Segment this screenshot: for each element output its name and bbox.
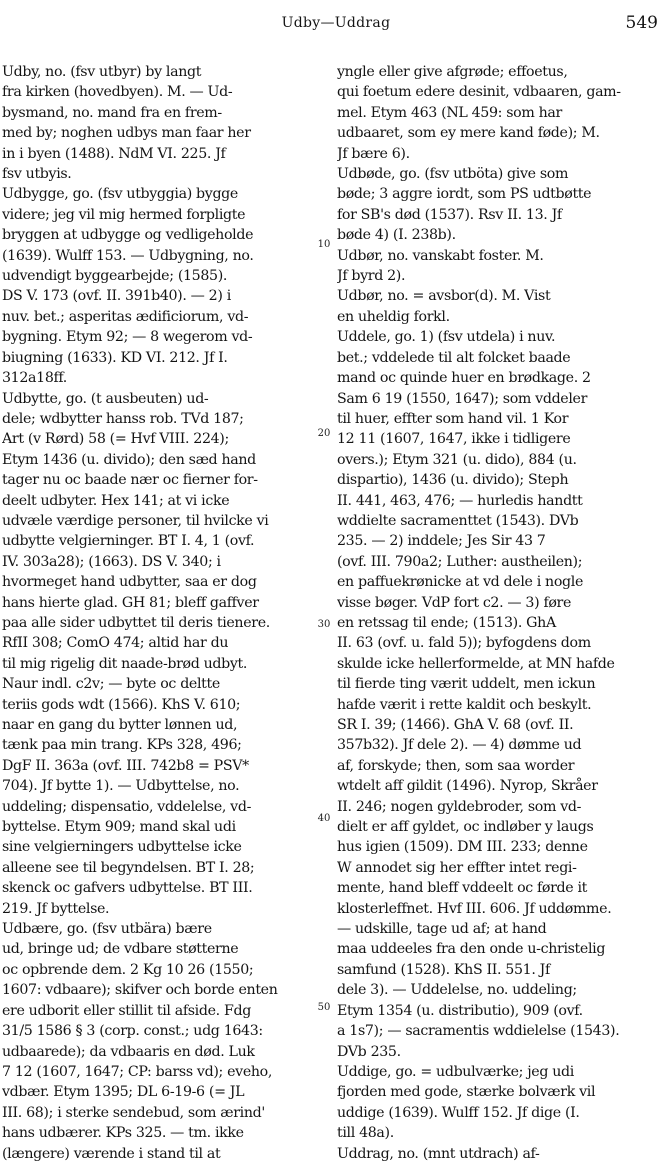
text-line: alleene see til begyndelsen. BT I. 28; <box>2 859 255 876</box>
text-line: udbaarede); da vdbaaris en død. Luk <box>2 1043 255 1060</box>
text-line: (1639). Wulff 153. — Udbygning, no. <box>2 247 254 264</box>
text-line: II. 441, 463, 476; — hurledis handtt <box>337 492 583 509</box>
text-line: dielt er aff gyldet, oc indløber y laugs <box>337 819 594 836</box>
line-number-marker: 50 <box>317 1002 331 1013</box>
line-number-marker: 30 <box>317 619 331 630</box>
text-line: deelt udbyter. Hex 141; at vi icke <box>2 492 230 509</box>
text-line: for SB's død (1537). Rsv II. 13. Jf <box>337 206 562 223</box>
text-line: vdbær. Etym 1395; DL 6-19-6 (= JL <box>2 1084 245 1101</box>
text-line: bøde 4) (I. 238b). <box>337 227 456 244</box>
text-line: skulde icke hellerformelde, at MN hafde <box>337 655 615 672</box>
text-line: biugning (1633). KD VI. 212. Jf I. <box>2 349 228 366</box>
text-line: mel. Etym 463 (NL 459: som har <box>337 104 562 121</box>
text-line: Etym 1354 (u. distributio), 909 (ovf. <box>337 1002 583 1019</box>
text-line: Udbør, no. = avsbor(d). M. Vist <box>337 288 551 305</box>
text-line: wddielte sacramenttet (1543). DVb <box>337 512 579 529</box>
text-line: mand oc quinde huer en brødkage. 2 <box>337 370 591 387</box>
text-line: 357b32). Jf dele 2). — 4) dømme ud <box>337 737 582 754</box>
text-line: Udbygge, go. (fsv utbyggia) bygge <box>2 186 238 203</box>
text-line: videre; jeg vil mig hermed forpligte <box>2 206 246 223</box>
text-line: 704). Jf bytte 1). — Udbyttelse, no. <box>2 778 240 795</box>
text-line: II. 246; nogen gyldebroder, som vd- <box>337 798 582 815</box>
text-line: 219. Jf byttelse. <box>2 900 110 917</box>
text-line: 312a18ff. <box>2 370 67 387</box>
page-header <box>0 0 672 40</box>
text-line: tager nu oc baade nær oc fierner for- <box>2 472 258 489</box>
text-line: Jf bære 6). <box>337 145 410 162</box>
text-line: udbytte velgierninger. BT I. 4, 1 (ovf. <box>2 533 255 550</box>
text-line: af, forskyde; then, som saa worder <box>337 757 575 774</box>
text-line: a 1s7); — sacramentis wddielelse (1543). <box>337 1023 620 1040</box>
text-line: dele; wdbytter hanss rob. TVd 187; <box>2 410 244 427</box>
text-line: hans hierte glad. GH 81; bleff gaffver <box>2 594 259 611</box>
text-line: paa alle sider udbyttet til deris tienere. <box>2 614 270 631</box>
text-line: bysmand, no. mand fra en frem- <box>2 104 222 121</box>
text-line: Naur indl. c2v; — byte oc deltte <box>2 676 220 693</box>
text-line: bygning. Etym 92; — 8 wegerom vd- <box>2 329 253 346</box>
text-line: Uddrag, no. (mnt utdrach) af- <box>337 1145 540 1162</box>
text-line: RfII 308; ComO 474; altid har du <box>2 635 229 652</box>
text-line: hvormeget hand udbytter, saa er dog <box>2 574 257 591</box>
text-line: (ovf. III. 790a2; Luther: austheilen); <box>337 553 583 570</box>
text-line: hus igien (1509). DM III. 233; denne <box>337 839 588 856</box>
text-line: fra kirken (hovedbyen). M. — Ud- <box>2 84 233 101</box>
text-line: til huer, effter som hand vil. 1 Kor <box>337 410 569 427</box>
text-line: nuv. bet.; asperitas ædificiorum, vd- <box>2 308 249 325</box>
text-line: II. 63 (ovf. u. fald 5)); byfogdens dom <box>337 635 591 652</box>
text-line: in i byen (1488). NdM VI. 225. Jf <box>2 145 226 162</box>
text-line: Udbøde, go. (fsv utböta) give som <box>337 166 569 183</box>
text-line: 31/5 1586 § 3 (corp. const.; udg 1643: <box>2 1023 263 1040</box>
text-line: bet.; vddelede til alt folcket baade <box>337 349 571 366</box>
text-line: Uddele, go. 1) (fsv utdela) i nuv. <box>337 329 556 346</box>
text-line: dispartio), 1436 (u. divido); Steph <box>337 472 569 489</box>
text-line: til mig rigelig dit naade-brød udbyt. <box>2 655 248 672</box>
line-number-marker: 10 <box>317 239 331 250</box>
left-column <box>2 62 313 1164</box>
text-line: Udbære, go. (fsv utbära) bære <box>2 921 212 938</box>
line-number-marker: 20 <box>317 428 331 439</box>
text-line: oc opbrende dem. 2 Kg 10 26 (1550; <box>2 961 254 978</box>
text-line: naar en gang du bytter lønnen ud, <box>2 717 238 733</box>
text-line: Sam 6 19 (1550, 1647); som vddeler <box>337 390 588 407</box>
text-line: Udbytte, go. (t ausbeuten) ud- <box>2 390 209 407</box>
text-line: W annodet sig her effter intet regi- <box>337 859 577 876</box>
line-number-marker: 40 <box>317 813 331 824</box>
text-line: udvæle værdige personer, til hvilcke vi <box>2 512 269 529</box>
text-line: Art (v Rørd) 58 (= Hvf VIII. 224); <box>2 431 229 448</box>
text-line: Jf byrd 2). <box>337 268 406 285</box>
text-line: yngle eller give afgrøde; effoetus, <box>337 64 568 80</box>
text-line: en retssag til ende; (1513). GhA <box>337 614 556 631</box>
text-line: hans udbærer. KPs 325. — tm. ikke <box>2 1125 244 1142</box>
text-line: (længere) værende i stand til at <box>2 1145 221 1162</box>
text-line: 1607: vdbaare); skifver och borde enten <box>2 982 278 999</box>
text-line: maa uddeeles fra den onde u-christelig <box>337 941 606 958</box>
text-line: udbaaret, som ey mere kand føde); M. <box>337 125 600 142</box>
text-line: 235. — 2) inddele; Jes Sir 43 7 <box>337 533 546 550</box>
text-line: sine velgierningers udbyttelse icke <box>2 839 242 856</box>
text-line: uddige (1639). Wulff 152. Jf dige (I. <box>337 1104 580 1121</box>
text-line: mente, hand bleff vddeelt oc førde it <box>337 880 588 897</box>
text-line: skenck oc gafvers udbyttelse. BT III. <box>2 880 253 897</box>
text-line: overs.); Etym 321 (u. dido), 884 (u. <box>337 451 577 468</box>
text-line: en paffuekrønicke at vd dele i nogle <box>337 574 584 591</box>
text-line: fjorden med gode, stærke bolværk vil <box>337 1084 596 1101</box>
text-line: Udby, no. (fsv utbyr) by langt <box>2 64 202 80</box>
text-line: tænk paa min trang. KPs 328, 496; <box>2 737 242 754</box>
text-line: udvendigt byggearbejde; (1585). <box>2 268 228 285</box>
text-line: byttelse. Etym 909; mand skal udi <box>2 819 236 836</box>
text-line: IV. 303a28); (1663). DS V. 340; i <box>2 553 221 570</box>
text-line: 12 11 (1607, 1647, ikke i tidligere <box>337 431 571 448</box>
text-line: fsv utbyis. <box>2 166 72 183</box>
text-line: Etym 1436 (u. divido); den sæd hand <box>2 451 256 468</box>
text-line: — udskille, tage ud af; at hand <box>337 921 547 938</box>
text-line: klosterleffnet. Hvf III. 606. Jf uddømme. <box>337 900 612 917</box>
text-line: bryggen at udbygge og vedligeholde <box>2 227 254 244</box>
text-line: ud, bringe ud; de vdbare støtterne <box>2 941 239 958</box>
text-line: samfund (1528). KhS II. 551. Jf <box>337 961 550 978</box>
text-line: ere udborit eller stillit til afsidе. Fdg <box>2 1002 251 1019</box>
text-line: till 48a). <box>337 1125 394 1142</box>
text-line: teriis gods wdt (1566). KhS V. 610; <box>2 696 241 713</box>
text-line: DVb 235. <box>337 1043 401 1060</box>
text-line: DS V. 173 (ovf. II. 391b40). — 2) i <box>2 288 231 305</box>
text-line: DgF II. 363a (ovf. III. 742b8 = PSV* <box>2 757 249 774</box>
running-head: Udby—Uddrag <box>281 15 391 31</box>
text-line: hafde værit i rette kaldit och beskylt. <box>337 696 592 713</box>
text-line: wtdelt aff gildit (1496). Nyrop, Skråer <box>337 778 598 795</box>
text-line: Uddige, go. = udbulværke; jeg udi <box>337 1063 574 1080</box>
text-line: SR I. 39; (1466). GhA V. 68 (ovf. II. <box>337 717 574 733</box>
text-line: Udbør, no. vanskabt foster. M. <box>337 247 544 264</box>
text-line: uddeling; dispensatio, vddelelse, vd- <box>2 798 252 815</box>
page-number: 549 <box>625 13 658 33</box>
text-line: III. 68); i sterke sendebud, som ærind' <box>2 1104 265 1121</box>
right-column <box>337 62 667 1164</box>
text-line: med by; noghen udbys man faar her <box>2 125 251 142</box>
text-line: bøde; 3 aggre iordt, som PS udtbøtte <box>337 186 592 203</box>
text-line: dele 3). — Uddelelse, no. uddeling; <box>337 982 577 999</box>
text-line: en uheldig forkl. <box>337 308 450 325</box>
text-line: qui foetum edere desinit, vdbaaren, gam- <box>337 84 621 101</box>
text-line: til fierde ting værit uddelt, men ickun <box>337 676 596 693</box>
text-line: visse bøger. VdP fort c2. — 3) føre <box>337 594 572 611</box>
text-line: 7 12 (1607, 1647; CP: barss vd); eveho, <box>2 1063 273 1080</box>
